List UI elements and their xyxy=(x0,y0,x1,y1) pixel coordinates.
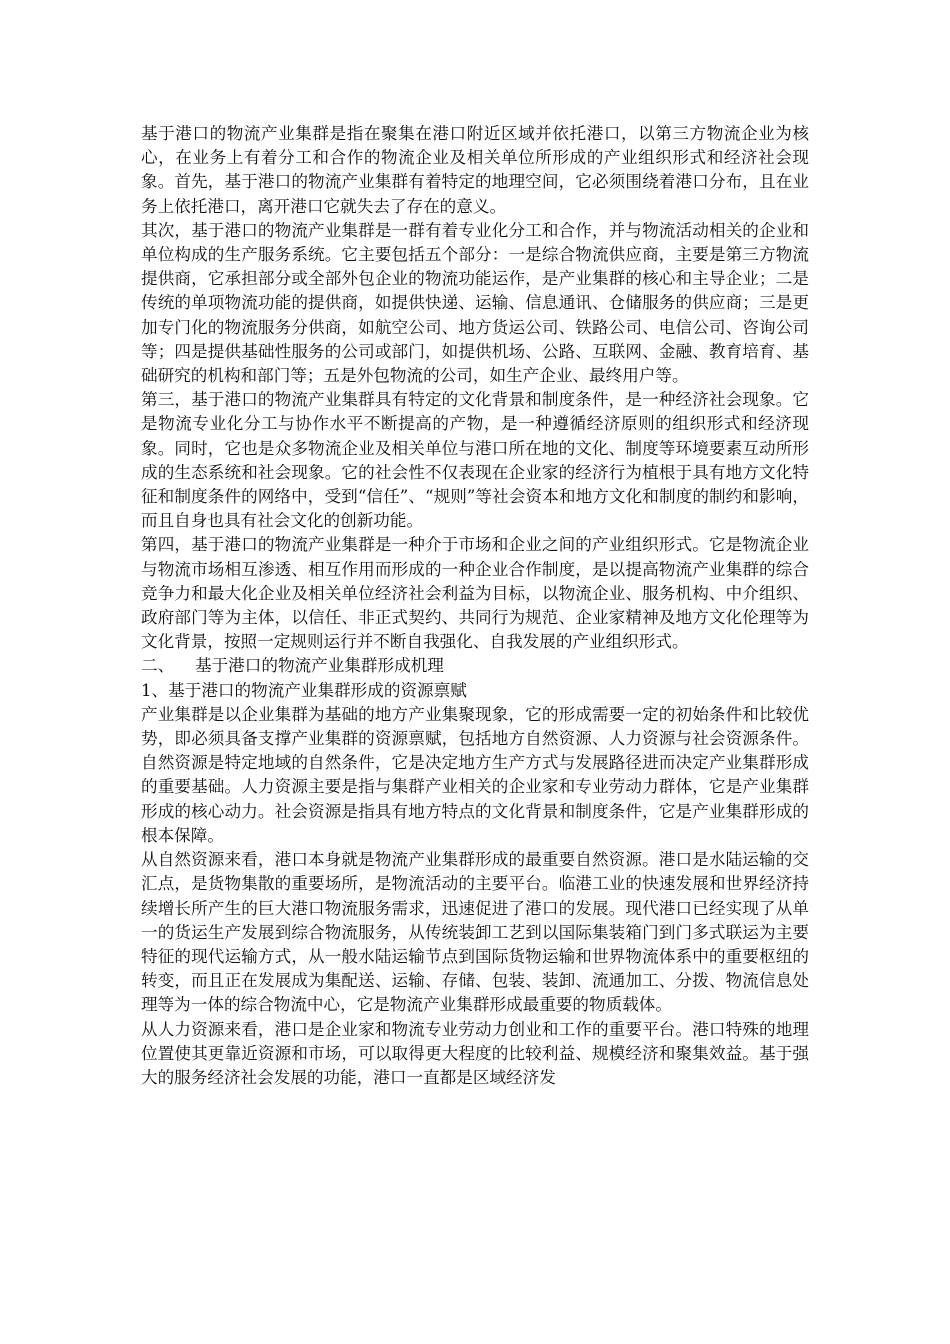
paragraph-intro: 基于港口的物流产业集群是指在聚集在港口附近区域并依托港口，以第三方物流企业为核心，在业务上有着分工和合作的物流企业及相关单位所形成的产业组织形式和经济社会现象。首先，基于港口的物流产业集群有着特定的地理空间，它必须围绕着港口分布，且在业务上依托港口，离开港口它就失去了存在的意义。 xyxy=(141,124,809,216)
paragraph-second: 其次，基于港口的物流产业集群是一群有着专业化分工和合作，并与物流活动相关的企业和单位构成的生产服务系统。它主要包括五个部分：一是综合物流供应商，主要是第三方物流提供商，它承担部分或全部外包企业的物流功能运作，是产业集群的核心和主导企业；二是传统的单项物流功能的提供商，如提供快递、运输、信息通讯、仓储服务的供应商；三是更加专门化的物流服务分供商，如航空公司、地方货运公司、铁路公司、电信公司、咨询公司等；四是提供基础性服务的公司或部门，如提供机场、公路、互联网、金融、教育培育、基础研究的机构和部门等；五是外包物流的公司，如生产企业、最终用户等。 xyxy=(141,220,809,386)
paragraph-resource-endowment: 产业集群是以企业集群为基础的地方产业集聚现象，它的形成需要一定的初始条件和比较优势，即必须具备支撑产业集群的资源禀赋，包括地方自然资源、人力资源与社会资源条件。自然资源是特定地域的自然条件，它是决定地方生产方式与发展路径进而决定产业集群形成的重要基础。人力资源主要是指与集群产业相关的企业家和专业劳动力群体，它是产业集群形成的核心动力。社会资源是指具有地方特点的文化背景和制度条件，它是产业集群形成的根本保障。 xyxy=(141,704,809,845)
section-title: 基于港口的物流产业集群形成机理 xyxy=(195,656,444,676)
paragraph-third: 第三，基于港口的物流产业集群具有特定的文化背景和制度条件，是一种经济社会现象。它是物流专业化分工与协作水平不断提高的产物，是一种遵循经济原则的组织形式和经济现象。同时，它也是众多物流企业及相关单位与港口所在地的文化、制度等环境要素互动所形成的生态系统和社会现象。它的社会性不仅表现在企业家的经济行为植根于具有地方文化特征和制度条件的网络中，受到“信任”、“规则”等社会资本和地方文化和制度的制约和影响，而且自身也具有社会文化的创新功能。 xyxy=(141,390,809,531)
section-number: 二、 xyxy=(141,656,175,676)
paragraph-fourth: 第四，基于港口的物流产业集群是一种介于市场和企业之间的产业组织形式。它是物流企业与物流市场相互渗透、相互作用而形成的一种企业合作制度，是以提高物流产业集群的综合竞争力和最大化企业及相关单位经济社会利益为目标，以物流企业、服务机构、中介组织、政府部门等为主体，以信任、非正式契约、共同行为规范、企业家精神及地方文化伦理等为文化背景，按照一定规则运行并不断自我强化、自我发展的产业组织形式。 xyxy=(141,535,809,652)
section-heading xyxy=(141,654,809,678)
subsection-heading: 1、基于港口的物流产业集群形成的资源禀赋 xyxy=(141,680,467,700)
document-page xyxy=(141,122,809,1090)
paragraph-natural-resources: 从自然资源来看，港口本身就是物流产业集群形成的最重要自然资源。港口是水陆运输的交汇点，是货物集散的重要场所，是物流活动的主要平台。临港工业的快速发展和世界经济持续增长所产生的巨大港口物流服务需求，迅速促进了港口的发展。现代港口已经实现了从单一的货运生产发展到综合物流服务，从传统装卸工艺到以国际集装箱门到门多式联运为主要特征的现代运输方式，从一般水陆运输节点到国际货物运输和世界物流体系中的重要枢纽的转变，而且正在发展成为集配送、运输、存储、包装、装卸、流通加工、分拨、物流信息处理等为一体的综合物流中心，它是物流产业集群形成最重要的物质载体。 xyxy=(141,850,809,1015)
paragraph-human-resources: 从人力资源来看，港口是企业家和物流专业劳动力创业和工作的重要平台。港口特殊的地理位置使其更靠近资源和市场，可以取得更大程度的比较利益、规模经济和聚集效益。基于强大的服务经济社会发展的功能，港口一直都是区域经济发 xyxy=(141,1019,809,1087)
